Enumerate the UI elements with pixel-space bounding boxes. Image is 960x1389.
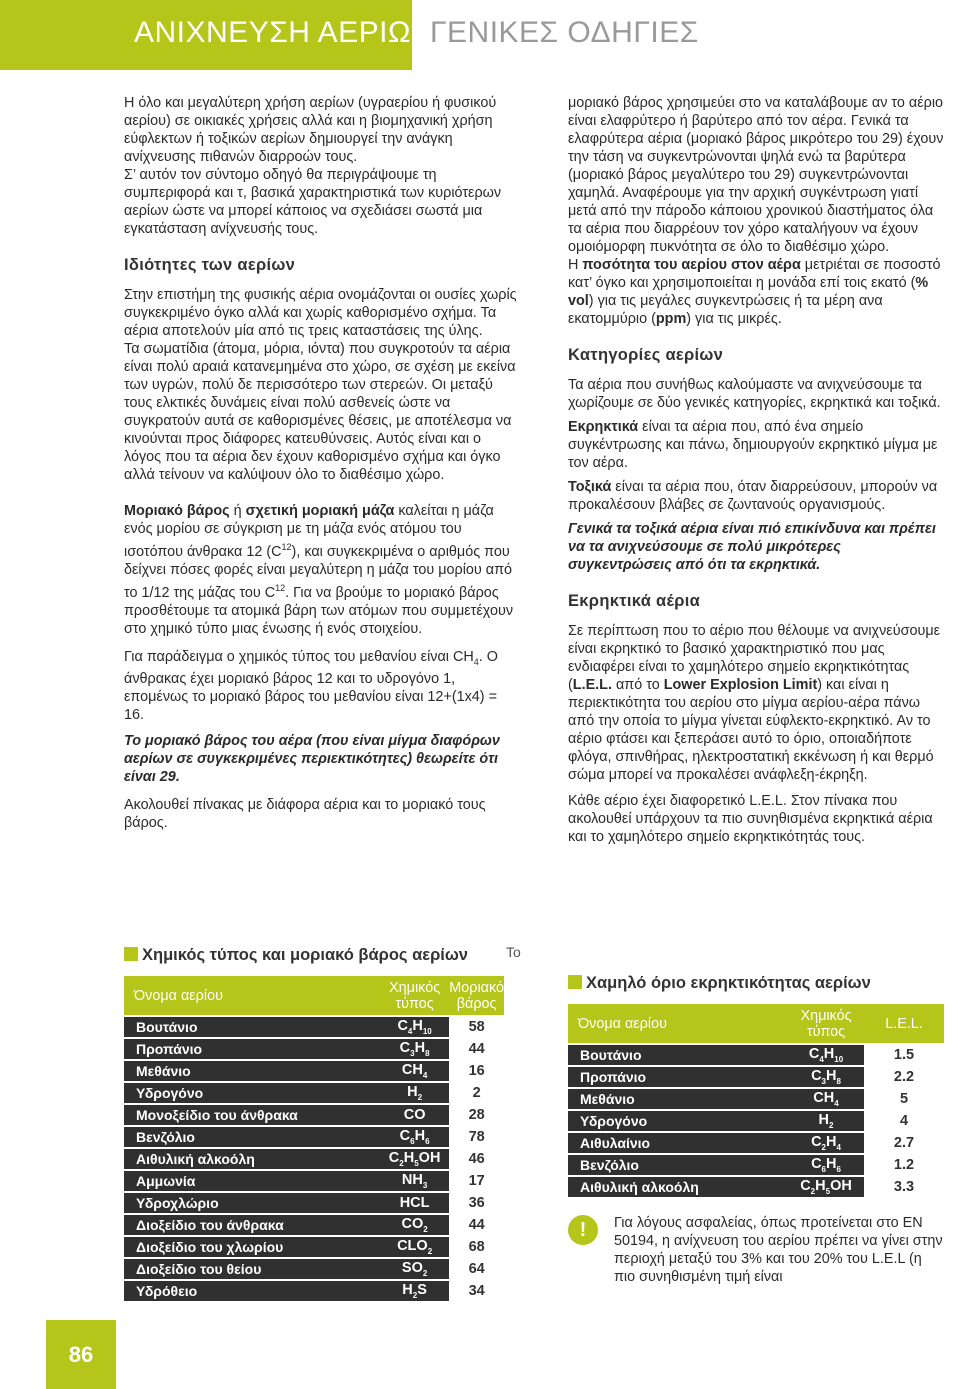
value-cell: 2: [449, 1082, 504, 1104]
formula-cell: [788, 1066, 864, 1088]
formula-subscript: 2: [399, 1158, 404, 1168]
formula-subscript: 2: [422, 1268, 428, 1278]
formula-part: C: [388, 1150, 400, 1167]
table2-title: [568, 974, 871, 993]
table-row: [124, 1148, 504, 1170]
formula-part: NH: [401, 1172, 423, 1189]
table-row: [568, 1088, 944, 1110]
formula-part: H: [403, 1150, 415, 1167]
term-lower-explosion-limit: Lower Explosion Limit: [663, 677, 818, 693]
formula-subscript: 6: [425, 1136, 430, 1146]
intro-paragraph-2: Σ’ αυτόν τον σύντομο οδηγό θα περιγράψουμε τη συμπεριφορά και τ, βασικά χαρακτηριστικά των κυριότερων αερίων ώστε να μπορεί κάποιος να σχεδιάσει σωστά μια εγκατάσταση ανίχνευσής τους.: [124, 167, 502, 237]
term-vol: % vol: [568, 275, 929, 309]
gas-name-cell: Αμμωνία: [124, 1170, 380, 1192]
formula-part: C: [397, 1018, 408, 1035]
value-cell: 1.5: [864, 1044, 944, 1066]
formula-part: H: [818, 1112, 830, 1129]
gas-name-cell: Προπάνιο: [568, 1066, 788, 1088]
properties-paragraph-1: Στην επιστήμη της φυσικής αέρια ονομάζονται οι ουσίες χωρίς συγκεκριμένο όγκο αλλά και χωρίς καθορισμένο σχήμα. Τα αέρια αποτελούν μία από τις τρεις καταστάσεις της ύλης.: [124, 287, 517, 339]
text-fragment: καλείται η μάζα ενός μορίου σε σύγκριση με τη μάζα ενός ατόμου του ισοτόπου άνθρακα 12 (C: [124, 503, 494, 560]
table1-title-tail: Το: [506, 944, 521, 960]
formula-cell: [380, 1192, 449, 1214]
molecular-weight-paragraph: [124, 502, 520, 638]
formula-part: HCL: [399, 1195, 430, 1211]
table-row: [568, 1132, 944, 1154]
square-bullet-icon: [568, 975, 582, 989]
formula-part: OH: [830, 1178, 852, 1195]
term-ppm: ppm: [655, 311, 687, 327]
formula-part: H: [414, 1128, 426, 1145]
table-header-row: [124, 976, 504, 1016]
formula-part: C: [399, 1128, 411, 1145]
text-fragment: Η: [568, 257, 583, 273]
formula-subscript: 2: [423, 1224, 428, 1234]
formula-subscript: 10: [422, 1026, 432, 1036]
text-fragment: ) και είναι η περιεκτικότητα του αερίου στο μίγμα αερίου-αέρα πάνω από την οποία το μίγμα γίνεται εύφλεκτο-εκρηκτικό. Αν το αέριο φτάσει και ξεπεράσει αυτό το όριο, οποιαδήποτε φλόγα, σπινθήρας, ηλεκτροστατική εκκένωση ή και θερμό σώμα μπορεί να προκαλέσει ανάφλεξη-έκρηξη.: [568, 677, 934, 783]
gas-name-cell: Υδρογόνο: [124, 1082, 380, 1104]
term-explosive: Εκρηκτικά: [568, 419, 639, 435]
formula-part: H: [412, 1018, 423, 1035]
formula-part: H: [407, 1084, 418, 1101]
formula-cell: [380, 1016, 449, 1038]
formula-cell: [380, 1082, 449, 1104]
formula-part: CH: [813, 1090, 835, 1107]
table-header-row: [568, 1004, 944, 1044]
value-cell: 44: [449, 1214, 504, 1236]
gas-name-cell: Υδρογόνο: [568, 1110, 788, 1132]
properties-paragraph-2: Τα σωματίδια (άτομα, μόρια, ιόντα) που συγκροτούν τα αέρια είναι πολύ αραιά κατανεμημένα στο χώρο, σε σχέση με εκείνα των υγρών, πολύ δε περισσότερο των στερεών. Οι μεταξύ τους ελκτικές δυνάμεις είναι πολύ ασθενείς ώστε να συγκρατούν αυτά σε καθορισμένες θέσεις, με αποτέλεσμα να κινούνται προς διάφορες κατευθύνσεις. Αυτός είναι και ο λόγος που τα αέρια δεν έχουν καθορισμένο σχήμα και όγκο αλλά τείνουν να καλύψουν όλο το διαθέσιμο χώρο.: [124, 341, 516, 483]
formula-part: C: [808, 1046, 820, 1063]
page-number: 86: [46, 1320, 116, 1389]
formula-part: S: [417, 1282, 427, 1299]
text-fragment: είναι τα αέρια που, όταν διαρρεύσουν, μπορούν να προκαλέσουν βλάβες σε ζωντανούς οργανισμούς.: [568, 479, 938, 513]
formula-cell: [380, 1258, 449, 1280]
value-cell: 4: [864, 1110, 944, 1132]
formula-cell: [380, 1104, 449, 1126]
term-toxic: Τοξικά: [568, 479, 612, 495]
molecular-weight-use-paragraph: μοριακό βάρος χρησιμεύει στο να καταλάβουμε αν το αέριο είναι ελαφρύτερο ή βαρύτερο από τον αέρα. Γενικά τα ελαφρύτερα αέρια (μοριακό βάρος μικρότερο του 29) έχουν την τάση να συγκεντρώνονται ψηλά ενώ τα βαρύτερα (μοριακό βάρος μεγαλύτερο του 29) συγκεντρώνονται χαμηλά. Αναφέρουμε για την αρχική συγκέντρωση γιατί μετά από την πάροδο κάποιου χρονικού διαστήματος όλα τα αέρια που διαρρέουν τον χόρο καταλήγουν να έχουν ομοιόμορφη πυκνότητα σε όλο το διαθέσιμο χώρο.: [568, 95, 944, 255]
table-row: [124, 1060, 504, 1082]
formula-part: H: [826, 1134, 837, 1151]
value-cell: 44: [449, 1038, 504, 1060]
formula-subscript: 2: [427, 1246, 433, 1256]
header-title: ΑΝΙΧΝΕΥΣΗ ΑΕΡΙΩΝ: [134, 16, 434, 49]
table-row: [124, 1236, 504, 1258]
table-row: [124, 1258, 504, 1280]
text-fragment: ), και συγκεκριμένα ο αριθμός που δείχνει πόσες φορές είναι μεγαλύτερη η μάζα του μορίου από το 1/12 της μάζας του C: [124, 543, 513, 601]
gas-name-cell: Υδρόθειο: [124, 1280, 380, 1301]
formula-part: OH: [418, 1150, 441, 1167]
formula-subscript: 4: [836, 1142, 841, 1152]
table-row: [568, 1176, 944, 1197]
gas-name-cell: Υδροχλώριο: [124, 1192, 380, 1214]
formula-subscript: 8: [836, 1076, 841, 1086]
column-header: L.E.L.: [864, 1004, 944, 1044]
table-row: [568, 1066, 944, 1088]
text-fragment: . Ο άνθρακας έχει μοριακό βάρος 12 και το υδρογόνο 1, επομένως το μοριακό βάρος του μεθανίου είναι 12+(1x4) = 16.: [124, 648, 498, 724]
table-row: [568, 1154, 944, 1176]
formula-cell: [788, 1176, 864, 1197]
gas-name-cell: Βουτάνιο: [124, 1016, 380, 1038]
formula-subscript: 2: [810, 1186, 816, 1196]
value-cell: 78: [449, 1126, 504, 1148]
value-cell: 16: [449, 1060, 504, 1082]
categories-paragraph: Τα αέρια που συνήθως καλούμαστε να ανιχνεύσουμε τα χωρίζουμε σε δύο γενικές κατηγορίες, εκρηκτικά και τοξικά.: [568, 377, 941, 411]
formula-cell: [380, 1280, 449, 1301]
explosive-definition: [568, 418, 948, 472]
warning-text: Για λόγους ασφαλείας, όπως προτείνεται στο EN 50194, η ανίχνευση του αερίου πρέπει να γίνει στην περιοχή μεταξύ του 3% και του 20% του L.E.L (η πιο συνηθισμένη τιμή είναι: [614, 1215, 943, 1285]
gas-name-cell: Βουτάνιο: [568, 1044, 788, 1066]
table1-title: [124, 946, 468, 965]
term-molecular-weight: Μοριακό βάρος: [124, 503, 230, 519]
formula-subscript: 6: [836, 1164, 841, 1174]
subscript: 4: [473, 656, 479, 667]
formula-part: CH: [401, 1062, 423, 1079]
formula-subscript: 4: [834, 1098, 839, 1108]
value-cell: 5: [864, 1088, 944, 1110]
formula-part: C: [811, 1134, 822, 1151]
table-row: [568, 1110, 944, 1132]
formula-cell: [380, 1060, 449, 1082]
table-row: [124, 1016, 504, 1038]
formula-subscript: 8: [425, 1048, 430, 1058]
formula-subscript: 2: [821, 1142, 826, 1152]
text-fragment: ή: [229, 503, 246, 519]
column-header: Χημικός τύπος: [380, 976, 449, 1016]
left-column: [124, 94, 520, 832]
formula-cell: [380, 1170, 449, 1192]
formula-subscript: 3: [821, 1076, 826, 1086]
value-cell: 17: [449, 1170, 504, 1192]
gas-name-cell: Διοξείδιο του θείου: [124, 1258, 380, 1280]
gas-name-cell: Βενζόλιο: [124, 1126, 380, 1148]
formula-cell: [788, 1088, 864, 1110]
term-gas-quantity: ποσότητα του αερίου στον αέρα: [582, 257, 801, 273]
text-fragment: ) για τις μικρές.: [686, 311, 782, 327]
formula-cell: [788, 1132, 864, 1154]
lel-table: [568, 1004, 944, 1197]
table-row: [124, 1082, 504, 1104]
column-header: Όνομα αερίου: [568, 1004, 788, 1044]
formula-subscript: 2: [412, 1290, 418, 1300]
formula-cell: [788, 1044, 864, 1066]
formula-subscript: 4: [422, 1070, 428, 1080]
value-cell: 68: [449, 1236, 504, 1258]
formula-part: SO: [401, 1260, 423, 1277]
table-row: [568, 1044, 944, 1066]
text-fragment: μετριέται σε ποσοστό κατ’ όγκο και χρησιμοποιείται η μονάδα επί τοις εκατό (: [568, 257, 941, 291]
formula-cell: [380, 1236, 449, 1258]
formula-subscript: 3: [410, 1048, 415, 1058]
air-molecular-weight-note: Το μοριακό βάρος του αέρα (που είναι μίγμα διαφόρων αερίων σε συγκεκριμένες περιεκτικότητες) θεωρείτε ότι είναι 29.: [124, 733, 500, 786]
page-header: [0, 0, 960, 70]
table-row: [124, 1126, 504, 1148]
table-row: [124, 1104, 504, 1126]
formula-part: H: [414, 1040, 426, 1057]
gas-name-cell: Μεθάνιο: [124, 1060, 380, 1082]
value-cell: 46: [449, 1148, 504, 1170]
square-bullet-icon: [124, 947, 138, 961]
table-row: [124, 1170, 504, 1192]
molecular-weight-table: [124, 976, 504, 1301]
value-cell: 2.7: [864, 1132, 944, 1154]
formula-subscript: 5: [414, 1158, 419, 1168]
superscript: 12: [275, 582, 286, 593]
right-column: [568, 94, 948, 846]
value-cell: 58: [449, 1016, 504, 1038]
value-cell: 2.2: [864, 1066, 944, 1088]
header-subtitle: ΓΕΝΙΚΕΣ ΟΔΗΓΙΕΣ: [430, 16, 699, 49]
toxic-danger-note: Γενικά τα τοξικά αέρια είναι πιό επικίνδυνα και πρέπει να τα ανιχνεύσουμε σε πολύ μικρότερες συγκεντρώσεις από ότι τα εκρηκτικά.: [568, 521, 936, 573]
formula-subscript: 4: [819, 1054, 824, 1064]
formula-cell: [380, 1148, 449, 1170]
formula-part: H: [826, 1068, 837, 1085]
table-row: [124, 1192, 504, 1214]
formula-cell: [380, 1038, 449, 1060]
heading-gas-properties: Ιδιότητες των αερίων: [124, 256, 296, 274]
formula-part: CO: [401, 1216, 424, 1233]
value-cell: 34: [449, 1280, 504, 1301]
warning-icon: !: [568, 1215, 598, 1245]
text-fragment: από το: [611, 677, 664, 693]
lel-paragraph: [568, 622, 948, 784]
formula-subscript: 10: [834, 1054, 844, 1064]
column-header: Όνομα αερίου: [124, 976, 380, 1016]
formula-subscript: 6: [410, 1136, 415, 1146]
text-fragment: ) για τις μεγάλες συγκεντρώσεις ή τα μέρη ανα εκατομμύριο (: [568, 293, 883, 327]
table-row: [124, 1280, 504, 1301]
table-row: [124, 1214, 504, 1236]
text-fragment: . Για να βρούμε το μοριακό βάρος προσθέτουμε τα ατομικά βάρη των ατόμων που συμμετέχουν στο χημικό τύπο μιας ένωσης ή ενός στοιχείου.: [124, 584, 514, 637]
value-cell: 3.3: [864, 1176, 944, 1197]
superscript: 12: [281, 542, 292, 552]
term-lel: L.E.L.: [572, 677, 612, 693]
gas-quantity-paragraph: [568, 256, 948, 328]
formula-part: C: [800, 1178, 811, 1195]
formula-cell: [380, 1214, 449, 1236]
value-cell: 28: [449, 1104, 504, 1126]
formula-subscript: 5: [825, 1186, 831, 1196]
value-cell: 64: [449, 1258, 504, 1280]
gas-name-cell: Βενζόλιο: [568, 1154, 788, 1176]
term-relative-molecular-mass: σχετική μοριακή μάζα: [245, 503, 395, 519]
toxic-definition: [568, 478, 948, 514]
table2-title-text: Χαμηλό όριο εκρηκτικότητας αερίων: [586, 974, 871, 992]
gas-name-cell: Διοξείδιο του χλωρίου: [124, 1236, 380, 1258]
formula-subscript: 4: [407, 1026, 413, 1036]
lel-table-intro: Κάθε αέριο έχει διαφορετικό L.E.L. Στον πίνακα που ακολουθεί υπάρχουν τα πιο συνηθισμένα εκρηκτικά αέρια και το χαμηλότερο σημείο εκρηκτικότητάς τους.: [568, 793, 933, 845]
formula-part: C: [811, 1068, 822, 1085]
table-intro-paragraph: Ακολουθεί πίνακας με διάφορα αέρια και το μοριακό τους βάρος.: [124, 797, 486, 832]
heading-gas-categories: Κατηγορίες αερίων: [568, 346, 724, 364]
formula-part: C: [399, 1040, 411, 1057]
heading-explosive-gases: Εκρηκτικά αέρια: [568, 592, 701, 610]
table1-title-text: Χημικός τύπος και μοριακό βάρος αερίων: [142, 946, 468, 964]
formula-cell: [380, 1126, 449, 1148]
formula-part: CLO: [397, 1238, 428, 1255]
formula-subscript: 3: [422, 1180, 428, 1190]
value-cell: 1.2: [864, 1154, 944, 1176]
methane-example-paragraph: [124, 648, 520, 725]
value-cell: 36: [449, 1192, 504, 1214]
gas-name-cell: Αιθυλαίνιο: [568, 1132, 788, 1154]
formula-subscript: 6: [821, 1164, 826, 1174]
table-row: [124, 1038, 504, 1060]
formula-subscript: 2: [829, 1120, 834, 1130]
gas-name-cell: Μονοξείδιο του άνθρακα: [124, 1104, 380, 1126]
formula-cell: [788, 1110, 864, 1132]
gas-name-cell: Αιθυλική αλκοόλη: [124, 1148, 380, 1170]
formula-part: H: [815, 1178, 826, 1195]
column-header: Μοριακό βάρος: [449, 976, 504, 1016]
formula-subscript: 2: [417, 1092, 423, 1102]
formula-cell: [788, 1154, 864, 1176]
gas-name-cell: Μεθάνιο: [568, 1088, 788, 1110]
formula-part: C: [811, 1156, 822, 1173]
formula-part: H: [823, 1046, 835, 1063]
intro-paragraph-1: Η όλο και μεγαλύτερη χρήση αερίων (υγραερίου ή φυσικού αερίου) σε οικιακές χρήσεις αλλά και η βιομηχανική χρήση εύφλεκτων ή τοξικών αερίων δημιουργεί την ανάγκη ανίχνευσης πιθανών διαρροών τους.: [124, 95, 497, 165]
gas-name-cell: Προπάνιο: [124, 1038, 380, 1060]
column-header: Χημικός τύπος: [788, 1004, 864, 1044]
text-fragment: είναι τα αέρια που, από ένα σημείο συγκέντρωσης και πάνω, δημιουργούν εκρηκτικό μίγμα με τον αέρα.: [568, 419, 938, 471]
formula-part: H: [402, 1282, 413, 1299]
formula-part: CO: [403, 1107, 426, 1123]
formula-part: H: [826, 1156, 837, 1173]
gas-name-cell: Διοξείδιο του άνθρακα: [124, 1214, 380, 1236]
text-fragment: Για παράδειγμα ο χημικός τύπος του μεθανίου είναι CH: [124, 648, 474, 665]
gas-name-cell: Αιθυλική αλκοόλη: [568, 1176, 788, 1197]
text-fragment: Σε περίπτωση που το αέριο που θέλουμε να ανιχνεύσουμε είναι εκρηκτικό το βασικό χαρακτηριστικό που μας ενδιαφέρει είναι το χαμηλότερο σημείο εκρηκτικότητας (: [568, 623, 941, 693]
